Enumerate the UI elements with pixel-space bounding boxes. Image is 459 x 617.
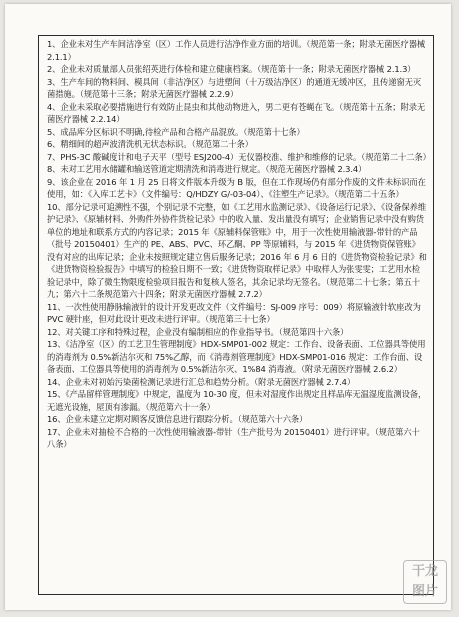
watermark-line: 图片 — [411, 584, 438, 599]
finding-item: 4、企业未采取必要措施进行有效防止昆虫和其他动物进入，男二更有苍蝇在飞。（规范第十五条；附录无菌医疗器械 2.2.14） — [47, 101, 426, 124]
finding-item: 1、企业未对生产车间洁净室（区）工作人员进行洁净作业方面的培训。（规范第一条；附录无菌医疗器械 2.1.1） — [47, 39, 426, 62]
content-frame — [38, 35, 434, 595]
finding-item: 7、PHS-3C 酸碱度计和电子天平（型号 ESJ200-4）无仪器校准、维护和维修的记录。（规范第二十二条） — [47, 151, 431, 162]
finding-item: 8、未对工艺用水储罐和输送管道定期清洗和消毒进行规定。（规范无菌医疗器械 2.3.4） — [47, 164, 367, 174]
finding-item: 2、企业未对质量部人员张绍英进行体检和建立健康档案。（规范第十一条；附录无菌医疗器械 2.1.3） — [47, 64, 416, 74]
finding-item: 14、企业未对初始污染菌检测记录进行汇总和趋势分析。（附录无菌医疗器械 2.7.4） — [47, 376, 356, 387]
watermark-line: 干龙 — [411, 564, 438, 579]
finding-item: 16、企业未建立定期对顾客反馈信息进行跟踪分析。（规范第六十六条） — [47, 414, 308, 424]
findings-list — [47, 38, 431, 451]
finding-item: 11、一次性使用静脉输液针的设计开发更改文件（文件编号：SJ-009 序号：009）将原输液针软座改为 PVC 硬针座，但对此设计更改未进行评审。（规范第三十七条） — [47, 301, 421, 324]
finding-item: 15、《产品留样管理制度》中规定，温度为 10-30 度，但未对湿度作出规定且样品库无温湿度监测设备，无遮光设施，屋顶有渗漏。（规范第六十一条） — [47, 389, 427, 412]
finding-item: 3、生产车间的物料间、模具间（非洁净区）与进塑间（十万级洁净区）的通道无缓冲区，且传递窗无灭菌措施。（规范第十三条；附录无菌医疗器械 2.2.9） — [47, 76, 422, 99]
finding-item: 13、《洁净室（区）的工艺卫生管理制度》HDX-SMP01-002 规定：工作台、设备表面、工位器具等使用的消毒剂为 0.5%新洁尔灭和 75%乙醇，而《消毒剂管理制度》HDX-SMP01-016 规定：工作台面、设备表面、工位器具等使用的消毒剂为 0.5%新洁尔灭、1%84 消毒液。（附录无菌医疗器械 2.6.2） — [47, 339, 426, 374]
finding-item: 17、企业未对抽检不合格的一次性使用输液器-带针（生产批号为 20150401）进行评审。（规范第六十八条） — [47, 426, 420, 449]
finding-item: 6、精细间的超声波清洗机无状态标识。（规范第二十条） — [47, 139, 253, 149]
finding-item: 10、部分记录可追溯性不强，个别记录不完整，如《工艺用水监测记录》、《设备运行记录》、《设备保养维护记录》、《原辅材料、外购件外协件货检记录》中的收入量、发出量没有填写；企业销售记录中没有购货单位的地址和联系方式的内容记录；2015 年《原辅料保管账》中，用于一次性使用输液器-带针的产品（批号 20150401）生产的 PE、ABS、PVC、环乙酮、PP 等原辅料，与 2015 年《进货物资保管账》没有对应的出库记录；企业未按照规定建立售后服务记录；2016 年 6 月 6 日的《进货物资检验记录》和《进货物资检验报告》中填写的检验日期不一致；《进货物资取样记录》中取样人为张雯雯；工艺用水检验记录中，除了微生物限度检验项目报告和复核人签名，其余记录均无签名。（规范第二十七条；第五十九；第六十二条规范第六十四条；附录无菌医疗器械 2.7.2） — [47, 201, 427, 299]
finding-item: 12、对关键工序和特殊过程，企业没有编制相应的作业指导书。（规范第四十六条） — [47, 326, 349, 337]
watermark-logo — [403, 560, 447, 604]
document-sheet — [5, 4, 451, 610]
finding-item: 9、该企业在 2016 年 1 月 25 日将文件版本升级为 B 版，但在工作现场仍有部分作废的文件未标识而在使用，如：《入库工艺卡》（文件编号：Q/HDZY G/-03-04）、《注塑生产记录》。（规范第二十五条） — [47, 176, 426, 199]
finding-item: 5、成品库分区标识不明确,待检产品和合格产品混放。（规范第十七条） — [47, 126, 305, 137]
